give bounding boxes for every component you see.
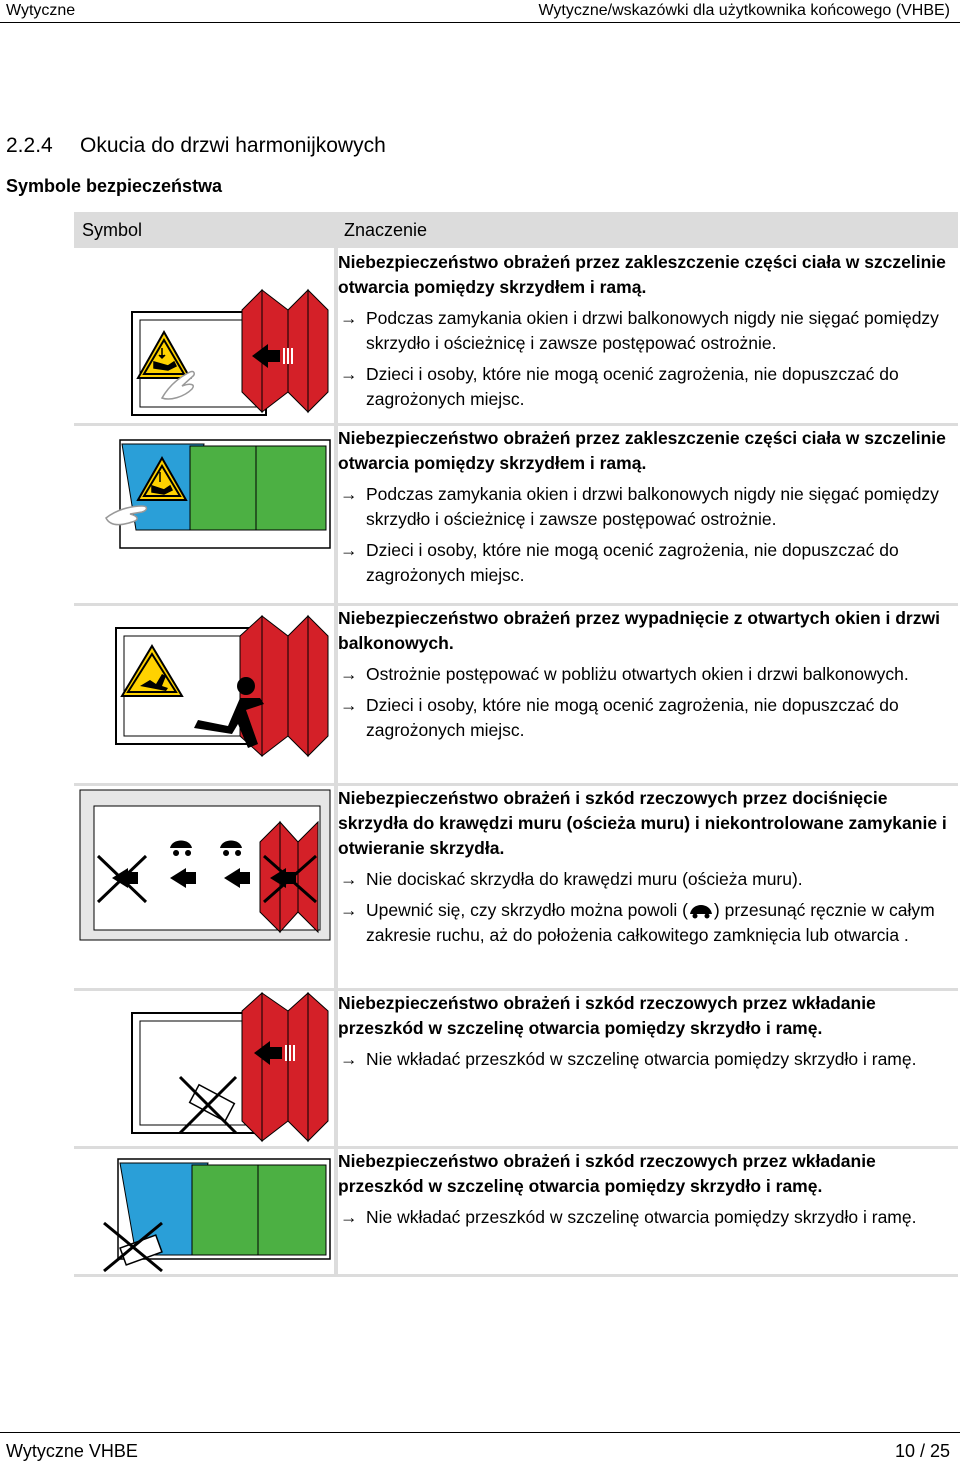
header-doc-subtitle: Wytyczne/wskazówki dla użytkownika końcowego (VHBE) [538,2,950,19]
obstacle-hazard-green-door-icon [74,1149,332,1273]
instruction-text: Dzieci i osoby, które nie mogą ocenić zagrożenia, nie dopuszczać do zagrożonych miejsc. [366,694,899,740]
table-row [74,249,958,424]
arrow-icon: → [340,539,358,560]
instruction-text: Nie wkładać przeszkód w szczelinę otwarcia pomiędzy skrzydło i ramę. [366,1206,917,1227]
table-row [74,604,958,784]
symbol-cell [74,1147,336,1275]
instruction-item [338,1205,958,1230]
header-doc-name: Wytyczne [6,2,76,19]
header-divider [0,22,960,23]
symbol-cell [74,989,336,1147]
pinch-hazard-red-door-icon [74,250,332,422]
instruction-item [338,693,958,743]
instruction-text: Ostrożnie postępować w pobliżu otwartych okien i drzwi balkonowych. [366,663,909,684]
instruction-text: Nie dociskać skrzydła do krawędzi muru (ościeża muru). [366,868,803,889]
table-row [74,784,958,989]
slam-hazard-icon [74,786,332,986]
hazard-heading: Niebezpieczeństwo obrażeń przez wypadnięcie z otwartych okien i drzwi balkonowych. [338,607,940,653]
instruction-text: Upewnić się, czy skrzydło można powoli ( [366,899,688,920]
instruction-item [338,538,958,588]
arrow-icon: → [340,483,358,504]
arrow-icon: → [340,868,358,889]
meaning-cell [336,604,958,784]
column-header-symbol: Symbol [74,211,336,249]
instruction-text: Dzieci i osoby, które nie mogą ocenić zagrożenia, nie dopuszczać do zagrożonych miejsc. [366,364,899,409]
section-subtitle: Symbole bezpieczeństwa [6,176,223,196]
arrow-icon: → [340,1048,358,1069]
hazard-heading: Niebezpieczeństwo obrażeń przez zakleszczenie części ciała w szczelinie otwarcia pomiędzy skrzydłem i ramą. [338,427,946,473]
instruction-item [338,1047,958,1072]
instruction-item [338,867,958,892]
table-row [74,424,958,604]
instruction-text-continued: ) przesunąć ręcznie w całym zakresie ruchu, aż do położenia całkowitego zamknięcia lub otwarcia . [366,899,935,945]
arrow-icon: → [340,364,358,384]
hazard-heading: Niebezpieczeństwo obrażeń i szkód rzeczowych przez dociśnięcie skrzydła do krawędzi muru (ościeża muru) i niekontrolowane zamykanie i otwieranie skrzydła. [338,787,947,858]
hazard-heading: Niebezpieczeństwo obrażeń przez zakleszczenie części ciała w szczelinie otwarcia pomiędzy skrzydłem i ramą. [338,252,946,297]
section-title [6,134,386,158]
instruction-item [338,662,958,687]
instruction-item [338,482,958,532]
table-header-row [74,211,958,249]
column-header-meaning: Znaczenie [336,211,958,249]
pinch-hazard-green-door-icon [74,426,332,602]
turtle-slow-icon [688,903,714,919]
page-number: 10 / 25 [894,1441,950,1461]
meaning-cell [336,424,958,604]
instruction-text: Nie wkładać przeszkód w szczelinę otwarcia pomiędzy skrzydło i ramę. [366,1048,917,1069]
hazard-heading: Niebezpieczeństwo obrażeń i szkód rzeczowych przez wkładanie przeszkód w szczelinę otwarcia pomiędzy skrzydło i ramę. [338,1150,876,1196]
meaning-cell [336,784,958,989]
table-row [74,989,958,1147]
arrow-icon: → [340,1206,358,1227]
arrow-icon: → [340,663,358,684]
instruction-item [338,898,958,948]
section-number: 2.2.4 [6,134,53,157]
symbol-cell [74,424,336,604]
footer-doc-name: Wytyczne VHBE [6,1441,138,1461]
instruction-text: Dzieci i osoby, które nie mogą ocenić zagrożenia, nie dopuszczać do zagrożonych miejsc. [366,539,899,585]
meaning-cell [336,989,958,1147]
arrow-icon: → [340,694,358,715]
obstacle-hazard-red-door-icon [74,991,332,1145]
fall-hazard-icon [74,606,332,782]
safety-symbols-table [74,210,958,1277]
arrow-icon: → [340,308,358,328]
instruction-item [338,362,958,412]
instruction-text: Podczas zamykania okien i drzwi balkonowych nigdy nie sięgać pomiędzy skrzydło i ościeżnicę i zawsze postępować ostrożnie. [366,483,939,529]
instruction-item [338,306,958,356]
symbol-cell [74,604,336,784]
hazard-heading: Niebezpieczeństwo obrażeń i szkód rzeczowych przez wkładanie przeszkód w szczelinę otwarcia pomiędzy skrzydło i ramę. [338,992,876,1038]
instruction-text: Podczas zamykania okien i drzwi balkonowych nigdy nie sięgać pomiędzy skrzydło i ościeżnicę i zawsze postępować ostrożnie. [366,308,939,353]
arrow-icon: → [340,899,358,920]
meaning-cell [336,1147,958,1275]
footer-divider [0,1432,960,1433]
section-title-text: Okucia do drzwi harmonijkowych [80,134,386,157]
symbol-cell [74,784,336,989]
symbol-cell [74,249,336,424]
table-row [74,1147,958,1275]
meaning-cell [336,249,958,424]
